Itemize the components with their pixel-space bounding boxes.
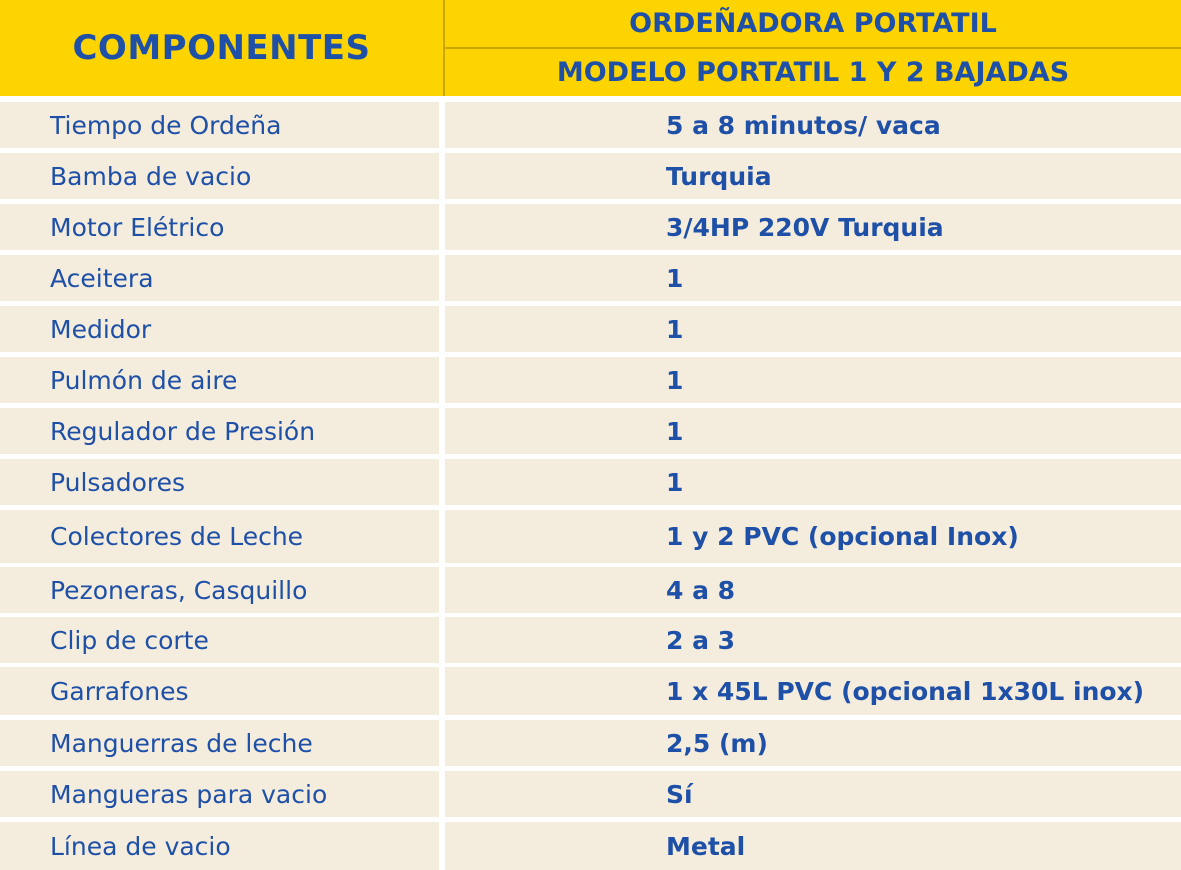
component-value: 4 a 8 (445, 567, 1181, 613)
component-name: Garrafones (0, 667, 439, 715)
table-row (0, 459, 1181, 505)
table-row (0, 771, 1181, 817)
component-name: Manguerras de leche (0, 720, 439, 766)
component-value: 1 (445, 408, 1181, 454)
component-name: Línea de vacio (0, 822, 439, 870)
component-name: Bamba de vacio (0, 153, 439, 199)
model-title: MODELO PORTATIL 1 Y 2 BAJADAS (556, 57, 1070, 88)
component-value: Turquia (445, 153, 1181, 199)
component-name: Colectores de Leche (0, 510, 439, 563)
table-row (0, 408, 1181, 454)
component-name: Regulador de Presión (0, 408, 439, 454)
component-value: Metal (445, 822, 1181, 870)
table-row (0, 153, 1181, 199)
table-row (0, 255, 1181, 301)
component-value: 2,5 (m) (445, 720, 1181, 766)
component-name: Motor Elétrico (0, 204, 439, 250)
component-value: 1 x 45L PVC (opcional 1x30L inox) (445, 667, 1181, 715)
components-header: COMPONENTES (72, 28, 371, 68)
component-name: Tiempo de Ordeña (0, 102, 439, 148)
table-row (0, 822, 1181, 870)
table-row (0, 667, 1181, 715)
component-value: 1 y 2 PVC (opcional Inox) (445, 510, 1181, 563)
table-row (0, 720, 1181, 766)
table-header (0, 0, 1181, 96)
component-name: Pezoneras, Casquillo (0, 567, 439, 613)
component-value: 1 (445, 255, 1181, 301)
component-value: 5 a 8 minutos/ vaca (445, 102, 1181, 148)
component-value: 1 (445, 459, 1181, 505)
component-name: Clip de corte (0, 617, 439, 663)
component-value: 3/4HP 220V Turquia (445, 204, 1181, 250)
component-name: Medidor (0, 306, 439, 352)
table-row (0, 204, 1181, 250)
component-value: 1 (445, 306, 1181, 352)
component-name: Pulsadores (0, 459, 439, 505)
component-name: Pulmón de aire (0, 357, 439, 403)
table-row (0, 102, 1181, 148)
table-row (0, 306, 1181, 352)
table-row (0, 617, 1181, 663)
component-value: 2 a 3 (445, 617, 1181, 663)
component-name: Mangueras para vacio (0, 771, 439, 817)
table-row (0, 567, 1181, 613)
component-name: Aceitera (0, 255, 439, 301)
product-title: ORDEÑADORA PORTATIL (629, 8, 997, 39)
component-value: 1 (445, 357, 1181, 403)
table-row (0, 510, 1181, 563)
component-value: Sí (445, 771, 1181, 817)
table-row (0, 357, 1181, 403)
